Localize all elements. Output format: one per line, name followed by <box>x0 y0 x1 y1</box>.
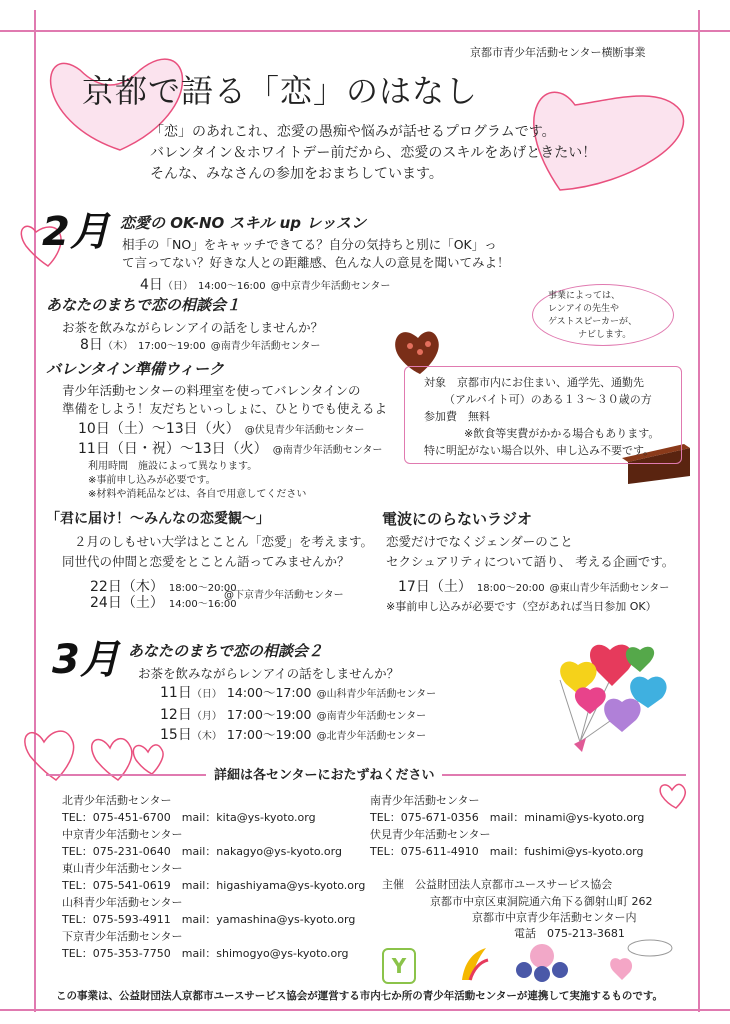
heart-icon <box>133 745 163 774</box>
soudan2-session-1: 11日（日） 14:00～17:00 @山科青少年活動センター <box>160 685 437 701</box>
radio-note: ※事前申し込みが必要です（空があれば当日参加 OK） <box>386 600 657 613</box>
heart-icon <box>660 784 685 808</box>
bubble-text: 事業によっては、 レンアイの先生や ゲストスピーカーが、 ナビします。 <box>548 291 638 340</box>
valentine-title: バレンタイン準備ウィーク <box>46 360 224 378</box>
youth-service-logo-icon: Y <box>382 948 416 984</box>
contacts-heading: 詳細は各センターにおたずねください <box>206 764 442 783</box>
contacts-right <box>370 792 644 860</box>
mail-link[interactable]: mail：minami@ys-kyoto.org <box>489 811 645 824</box>
kimini-venue: @下京青少年活動センター <box>224 590 344 601</box>
mail-link[interactable]: mail：fushimi@ys-kyoto.org <box>489 845 644 858</box>
contacts-left <box>62 792 365 962</box>
month-march: 3月 <box>52 637 120 683</box>
heart-icon <box>25 731 74 780</box>
radio-title: 電波にのらないラジオ <box>382 510 533 528</box>
contact-fushimi: 伏見青少年活動センター TEL：075-611-4910 mail：fushimi@ys-kyoto.org <box>370 828 644 858</box>
contact-yamashina: 山科青少年活動センター TEL：075-593-4911 mail：yamashina@ys-kyoto.org <box>62 896 356 926</box>
month-february: 2月 <box>42 209 110 255</box>
valentine-notes: 利用時間 施設によって異なります。 ※事前申し込みが必要です。 ※材料や消耗品などは、各自で用意してください <box>88 461 307 500</box>
valentine-period-2: 11日（日・祝）～13日（火） @南青少年活動センター <box>78 441 383 457</box>
soudan2-desc: お茶を飲みながらレンアイの話をしませんか？ <box>138 666 400 681</box>
contact-minami: 南青少年活動センター TEL：075-671-0356 mail：minami@ys-kyoto.org <box>370 794 645 824</box>
contact-shimogyo: 下京青少年活動センター TEL：075-353-7750 mail：shimogyo@ys-kyoto.org <box>62 930 349 960</box>
ok-no-schedule: 4日（日） 14:00～16:00 @中京青少年活動センター <box>140 277 391 293</box>
valentine-period-1: 10日（土）～13日（火） @伏見青少年活動センター <box>78 421 365 437</box>
mail-link[interactable]: mail：yamashina@ys-kyoto.org <box>181 913 356 926</box>
valentine-desc: 青少年活動センターの料理室を使ってバレンタインの 準備をしよう！友だちといっしょに、ひとりでも使えるよ <box>62 383 388 416</box>
mail-link[interactable]: mail：shimogyo@ys-kyoto.org <box>181 947 349 960</box>
soudan1-desc: お茶を飲みながらレンアイの話をしませんか？ <box>62 320 324 335</box>
kimini-date-2: 24日（土） 14:00～16:00 <box>90 595 237 611</box>
org-line: 京都市青少年活動センター横断事業 <box>470 46 646 59</box>
ok-no-title: 恋愛の OK-NO スキル up レッスン <box>120 214 367 232</box>
kokoro-chan-mascot-icon <box>604 938 674 986</box>
radio-schedule: 17日（土） 18:00～20:00 @東山青少年活動センター <box>398 579 670 595</box>
soudan2-session-2: 12日（月） 17:00～19:00 @南青少年活動センター <box>160 707 427 723</box>
kimini-date-1: 22日（木） 18:00～20:00 <box>90 579 237 595</box>
kimini-title: 「君に届け！～みんなの恋愛観～」 <box>46 511 270 527</box>
page-title: 京都で語る「恋」のはなし <box>82 72 479 110</box>
center-logo-icon <box>452 944 492 984</box>
footer-note: この事業は、公益財団法人京都市ユースサービス協会が運営する市内七か所の青少年活動センターが連携して実施するものです。 <box>56 990 664 1002</box>
soudan2-title: あなたのまちで恋の相談会２ <box>128 642 323 660</box>
organizer-line: 主催 公益財団法人京都市ユースサービス協会 <box>382 878 613 891</box>
ok-no-desc: 相手の「NO」をキャッチできてる？自分の気持ちと別に「OK」っ て言ってない？好きな人との距離感、色んな人の意見を聞いてみよ！ <box>122 237 510 270</box>
kimini-desc: ２月のしもせい大学はとことん「恋愛」を考えます。 同世代の仲間と恋愛をとことん語ってみませんか？ <box>62 534 374 569</box>
organizer-address: 京都市中京区東洞院通六角下る御射山町 262 京都市中京青少年活動センター内 電話 075-213-3681 <box>430 895 653 940</box>
mail-link[interactable]: mail：kita@ys-kyoto.org <box>181 811 316 824</box>
eligibility-text: 対象 京都市内にお住まい、通学先、通勤先 （アルバイト可）のある１３～３０歳の方 参加費 無料 ※飲食等実費がかかる場合もあります。 特に明記がない場合以外、申し込み不要です。 <box>424 376 660 457</box>
soudan1-schedule: 8日（木） 17:00～19:00 @南青少年活動センター <box>80 337 321 353</box>
heart-balloons-icon <box>560 645 667 752</box>
intro-text: 「恋」のあれこれ、恋愛の愚痴や悩みが話せるプログラムです。 バレンタイン＆ホワイトデー前だから、恋愛のスキルをあげときたい！ そんな、みなさんの参加をおまちしています。 <box>150 124 597 182</box>
soudan2-session-3: 15日（木） 17:00～19:00 @北青少年活動センター <box>160 727 427 743</box>
radio-desc: 恋愛だけでなくジェンダーのこと セクシュアリティについて語り、 考える企画です。 <box>386 534 675 569</box>
mail-link[interactable]: mail：higashiyama@ys-kyoto.org <box>181 879 366 892</box>
contact-north: 北青少年活動センター TEL：075-451-6700 mail：kita@ys-kyoto.org <box>62 794 316 824</box>
contact-nakagyo: 中京青少年活動センター TEL：075-231-0640 mail：nakagyo@ys-kyoto.org <box>62 828 342 858</box>
soudan1-title: あなたのまちで恋の相談会１ <box>46 296 241 314</box>
mail-link[interactable]: mail：nakagyo@ys-kyoto.org <box>181 845 342 858</box>
mascot-group-icon <box>514 938 570 984</box>
contact-higashiyama: 東山青少年活動センター TEL：075-541-0619 mail：higashiyama@ys-kyoto.org <box>62 862 366 892</box>
